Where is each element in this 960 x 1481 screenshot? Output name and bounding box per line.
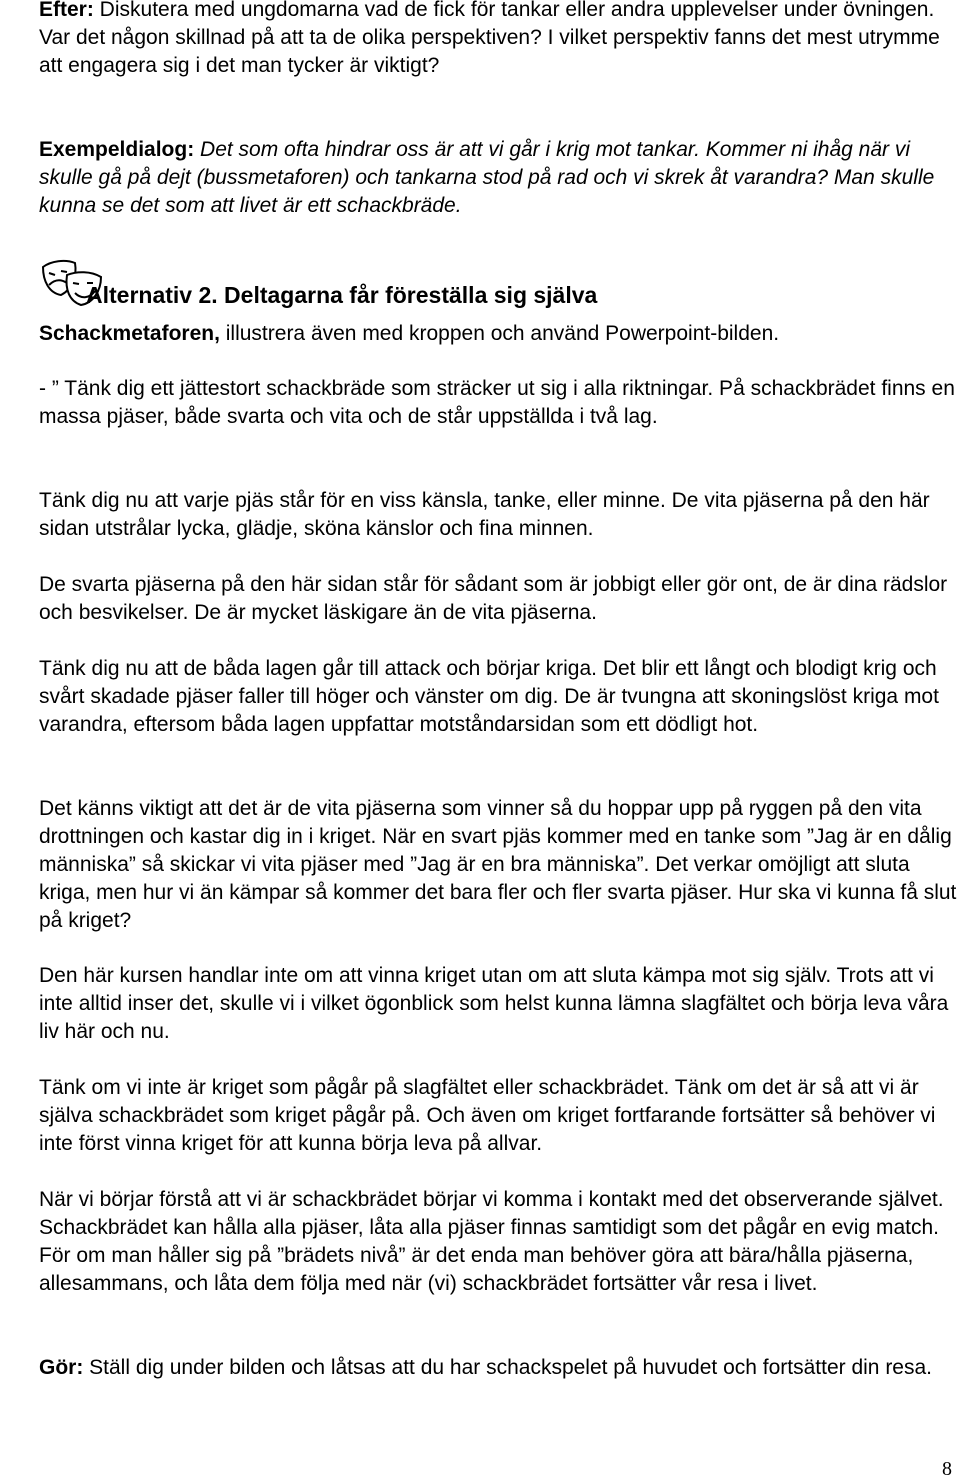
do-label: Gör: (39, 1356, 84, 1379)
script-paragraph-7: Tänk om vi inte är kriget som pågår på slagfältet eller schackbrädet. Tänk om det är så att vi är själva schackbrädet som kriget pågår på. Och även om kriget fortfarande fortsätter så behöver vi inte först vinna kriget för att kunna börja leva på allvar. (39, 1076, 936, 1155)
page-number: 8 (942, 1458, 952, 1480)
subheading-bold: Schackmetaforen, (39, 322, 220, 345)
intro-label: Efter: (39, 0, 94, 21)
script-paragraph-3: De svarta pjäserna på den här sidan står för sådant som är jobbigt eller gör ont, de är dina rädslor och besvikelser. De är mycket läskigare än de vita pjäserna. (39, 573, 948, 624)
subheading-text: illustrera även med kroppen och använd Powerpoint-bilden. (219, 322, 780, 345)
example-label: Exempeldialog: (39, 138, 195, 161)
script-paragraph-2: Tänk dig nu att varje pjäs står för en viss känsla, tanke, eller minne. De vita pjäserna på den här sidan utstrålar lycka, glädje, sköna känslor och fina minnen. (39, 489, 930, 540)
example-dialog-paragraph (39, 136, 957, 220)
script-paragraph-8: När vi börjar förstå att vi är schackbrädet börjar vi komma i kontakt med det observerande självet. Schackbrädet kan hålla alla pjäser, låta alla pjäser finnas samtidigt som det pågår en evig match. För om man håller sig på ”brädets nivå” är det enda man behöver göra att bära/hålla pjäserna, allesammans, och låta dem följa med när (vi) schackbrädet fortsätter vår resa i livet. (39, 1188, 944, 1295)
alternative-subheading (39, 320, 957, 348)
example-text: Det som ofta hindrar oss är att vi går i krig mot tankar. Kommer ni ihåg när vi skulle gå på dejt (bussmetaforen) och tankarna stod på rad och vi skrek åt varandra? Man skulle kunna se det som att livet är ett schackbräde. (39, 138, 935, 217)
script-paragraph-1: - ” Tänk dig ett jättestort schackbräde som sträcker ut sig i alla riktningar. På schackbrädet finns en massa pjäser, både svarta och vita och de står uppställda i två lag. (39, 377, 955, 428)
do-text: Ställ dig under bilden och låtsas att du har schackspelet på huvudet och fortsätter din resa. (83, 1356, 933, 1379)
intro-text: Diskutera med ungdomarna vad de fick för tankar eller andra upplevelser under övningen. Var det någon skillnad på att ta de olika perspektiven? I vilket perspektiv fanns det mest utrymme att engagera sig i det man tycker är viktigt? (39, 0, 940, 77)
script-paragraph-6: Den här kursen handlar inte om att vinna kriget utan om att sluta kämpa mot sig själv. Trots att vi inte alltid inser det, skulle vi i vilket ögonblick som helst kunna lämna slagfältet och börja leva våra liv här och nu. (39, 964, 949, 1043)
intro-paragraph (39, 0, 957, 80)
script-paragraph-5: Det känns viktigt att det är de vita pjäserna som vinner så du hoppar upp på ryggen på den vita drottningen och kastar dig in i kriget. När en svart pjäs kommer med en tanke som ”Jag är en dålig människa” så skickar vi vita pjäser med ”Jag är en bra människa”. Det verkar omöjligt att sluta kriga, men hur vi än kämpar så kommer det bara fler och fler svarta pjäser. Hur ska vi kunna få slut på kriget? (39, 797, 957, 932)
script-paragraph-4: Tänk dig nu att de båda lagen går till attack och börjar kriga. Det blir ett långt och blodigt krig och svårt skadade pjäser faller till höger och vänster om dig. De är tvungna att skoningslöst kriga mot varandra, eftersom båda lagen uppfattar motståndarsidan som ett dödligt hot. (39, 657, 939, 736)
alternative-heading: Alternativ 2. Deltagarna får föreställa sig själva (86, 282, 598, 308)
do-paragraph (39, 1354, 957, 1382)
